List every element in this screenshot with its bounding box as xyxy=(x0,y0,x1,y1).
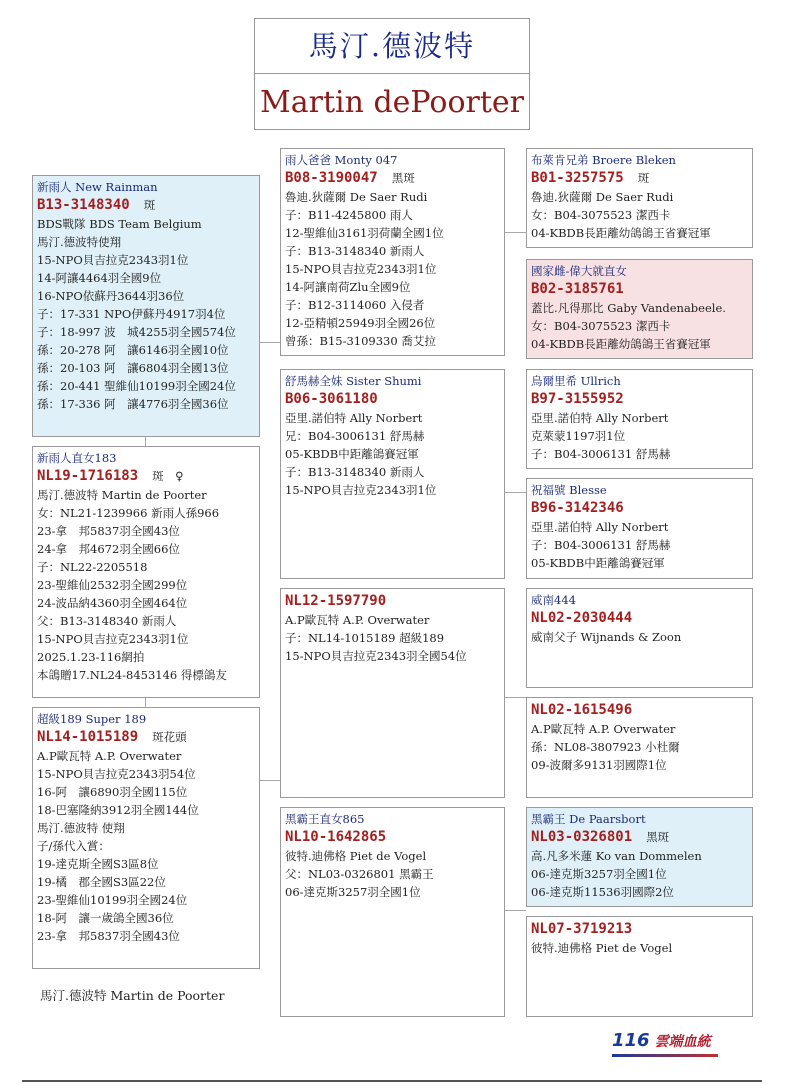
bird-color: 黑斑 xyxy=(646,830,670,844)
bird-ring: NL14-1015189 斑花頭 xyxy=(37,729,187,745)
bird-name: 舒馬赫全妹 Sister Shumi xyxy=(285,374,422,388)
connector-line xyxy=(504,697,526,698)
bird-record-line: 12-聖維仙3161羽荷蘭全國1位 xyxy=(285,226,444,240)
bird-name: 布萊肯兄弟 Broere Bleken xyxy=(531,153,676,167)
bird-ring: B01-3257575 斑 xyxy=(531,170,650,186)
bird-record-line: 本鴿贈17.NL24-8453146 得標鴿友 xyxy=(37,668,227,682)
connector-line xyxy=(145,436,146,446)
title-chinese: 馬汀.德波特 xyxy=(255,19,529,74)
bird-record-line: 魯迪.狄薩爾 De Saer Rudi xyxy=(285,190,428,204)
bird-record-line: 06-達克斯11536羽國際2位 xyxy=(531,885,674,899)
bird-record-line: 15-NPO貝吉拉克2343羽1位 xyxy=(285,483,437,497)
logo-text: 雲端血統 xyxy=(654,1034,711,1050)
bird-record-line: 15-NPO貝吉拉克2343羽1位 xyxy=(37,632,189,646)
bird-record-line: 女：B04-3075523 潔西卡 xyxy=(531,208,671,222)
bird-record-line: 24-波品納4360羽全國464位 xyxy=(37,596,188,610)
bird-record-line: 子：B04-3006131 舒馬赫 xyxy=(531,538,671,552)
bird-ring: NL07-3719213 xyxy=(531,921,633,937)
bird-ring: NL10-1642865 xyxy=(285,829,387,845)
bird-record-line: 05-KBDB中距離鴿賽冠軍 xyxy=(531,556,665,570)
bird-record-line: 亞里.諾伯特 Ally Norbert xyxy=(531,520,669,534)
bird-record-line: 馬汀.德波特 使翔 xyxy=(37,821,125,835)
bird-record-line: 子：NL22-2205518 xyxy=(37,560,148,574)
bird-name: 祝福號 Blesse xyxy=(531,483,607,497)
bird-record-line: 父：NL03-0326801 黑霸王 xyxy=(285,867,434,881)
bird-name: 雨人爸爸 Monty 047 xyxy=(285,153,398,167)
bird-ring: NL02-2030444 xyxy=(531,610,633,626)
logo-underline xyxy=(612,1054,718,1057)
bird-name: 威南444 xyxy=(531,593,576,607)
bird-name: 國家雌-偉大就直女 xyxy=(531,264,627,278)
site-logo[interactable] xyxy=(612,1030,711,1051)
bird-color: 斑 xyxy=(143,198,156,212)
bird-lines xyxy=(531,628,748,646)
bird-record-line: A.P歐瓦特 A.P. Overwater xyxy=(285,613,430,627)
bird-name: 新雨人直女183 xyxy=(37,451,117,465)
bird-color: 斑 ♀ xyxy=(152,469,184,483)
logo-number: 116 xyxy=(612,1030,650,1051)
bird-lines xyxy=(531,299,748,353)
bird-record-line: 18-阿 讓一歲鴿全國36位 xyxy=(37,911,174,925)
bird-lines xyxy=(285,188,500,350)
bird-record-line: BDS戰隊 BDS Team Belgium xyxy=(37,217,202,231)
bird-record-line: 孫：20-441 聖維仙10199羽全國24位 xyxy=(37,379,236,393)
bird-record-line: 15-NPO貝吉拉克2343羽全國54位 xyxy=(285,649,467,663)
bird-record-line: 威南父子 Wijnands & Zoon xyxy=(531,630,682,644)
bird-name: 烏爾里希 Ullrich xyxy=(531,374,621,388)
bird-record-line: 06-達克斯3257羽全國1位 xyxy=(285,885,421,899)
bird-record-line: 子：B12-3114060 入侵者 xyxy=(285,298,425,312)
bird-ring: NL19-1716183 斑 ♀ xyxy=(37,468,184,484)
bird-record-line: 12-亞精頓25949羽全國26位 xyxy=(285,316,436,330)
bird-record-line: 24-拿 邦4672羽全國66位 xyxy=(37,542,180,556)
bird-lines xyxy=(285,611,500,665)
bird-ring: NL03-0326801 黑斑 xyxy=(531,829,670,845)
connector-line xyxy=(259,780,280,781)
bird-record-line: 子：B04-3006131 舒馬赫 xyxy=(531,447,671,461)
bird-record-line: 馬汀.德波特使翔 xyxy=(37,235,122,249)
bird-lines xyxy=(37,486,255,684)
bird-ring: NL12-1597790 xyxy=(285,593,387,609)
connector-line xyxy=(145,697,146,707)
bird-record-line: 子：NL14-1015189 超級189 xyxy=(285,631,445,645)
bird-ring: B13-3148340 斑 xyxy=(37,197,156,213)
bird-color: 斑花頭 xyxy=(152,730,187,744)
bird-dss xyxy=(526,588,753,688)
bird-record-line: 父：B13-3148340 新雨人 xyxy=(37,614,177,628)
bird-name: 新雨人 New Rainman xyxy=(37,180,158,194)
bird-lines xyxy=(285,847,500,901)
connector-line xyxy=(504,492,526,493)
bird-sds xyxy=(526,369,753,469)
bird-ring: B96-3142346 xyxy=(531,500,624,516)
bird-name: 黑霸王直女865 xyxy=(285,812,365,826)
bird-ring: B02-3185761 xyxy=(531,281,624,297)
bird-dam-sire xyxy=(280,588,505,798)
bird-record-line: 彼特.迪佛格 Piet de Vogel xyxy=(531,941,673,955)
bird-record-line: 兄：B04-3006131 舒馬赫 xyxy=(285,429,425,443)
connector-line xyxy=(504,232,526,233)
bird-record-line: 23-拿 邦5837羽全國43位 xyxy=(37,929,180,943)
bird-record-line: 女：NL21-1239966 新雨人孫966 xyxy=(37,506,220,520)
bird-record-line: 女：B04-3075523 潔西卡 xyxy=(531,319,671,333)
bird-record-line: 孫：17-336 阿 讓4776羽全國36位 xyxy=(37,397,229,411)
bird-record-line: 15-NPO貝吉拉克2343羽1位 xyxy=(285,262,437,276)
bird-record-line: 蓋比.凡得那比 Gaby Vandenabeele. xyxy=(531,301,726,315)
bird-record-line: 子/孫代入賞： xyxy=(37,839,110,853)
bird-ddd xyxy=(526,916,753,1017)
connector-line xyxy=(504,910,526,911)
bird-record-line: 04-KBDB長距離幼鴿鴿王省賽冠軍 xyxy=(531,337,711,351)
bird-record-line: 孫：20-278 阿 讓6146羽全國10位 xyxy=(37,343,229,357)
bird-record-line: A.P歐瓦特 A.P. Overwater xyxy=(531,722,676,736)
bird-record-line: 2025.1.23-116網拍 xyxy=(37,650,145,664)
bird-color: 黑斑 xyxy=(391,171,415,185)
bird-dds xyxy=(526,807,753,907)
bird-dam xyxy=(32,446,260,698)
bird-name: 黑霸王 De Paarsbort xyxy=(531,812,646,826)
bird-record-line: 14-阿讓南荷Zlu全國9位 xyxy=(285,280,411,294)
bird-record-line: 23-聖維仙2532羽全國299位 xyxy=(37,578,188,592)
bird-record-line: 14-阿讓4464羽全國9位 xyxy=(37,271,162,285)
bottom-rule xyxy=(22,1080,762,1082)
bird-lines xyxy=(531,409,748,463)
bird-sire-dam xyxy=(280,369,505,579)
bird-dsd xyxy=(526,697,753,798)
bird-record-line: 曾孫：B15-3109330 喬艾拉 xyxy=(285,334,436,348)
bird-record-line: 子：B11-4245800 雨人 xyxy=(285,208,413,222)
bird-name: 超級189 Super 189 xyxy=(37,712,147,726)
bird-record-line: 04-KBDB長距離幼鴿鴿王省賽冠軍 xyxy=(531,226,711,240)
bird-record-line: 彼特.迪佛格 Piet de Vogel xyxy=(285,849,427,863)
bird-ring: NL02-1615496 xyxy=(531,702,633,718)
bird-dam-dam xyxy=(280,807,505,1017)
bird-ring: B97-3155952 xyxy=(531,391,624,407)
bird-record-line: 16-阿 讓6890羽全國115位 xyxy=(37,785,188,799)
bird-record-line: 馬汀.德波特 Martin de Poorter xyxy=(37,488,207,502)
bird-lines xyxy=(531,847,748,901)
bird-record-line: 子：B13-3148340 新雨人 xyxy=(285,465,425,479)
title-box xyxy=(254,18,530,130)
bird-record-line: A.P歐瓦特 A.P. Overwater xyxy=(37,749,182,763)
bird-record-line: 23-聖維仙10199羽全國24位 xyxy=(37,893,188,907)
connector-line xyxy=(259,342,280,343)
bird-lines xyxy=(531,720,748,774)
bird-record-line: 19-達克斯全國S3區8位 xyxy=(37,857,159,871)
bird-ring: B06-3061180 xyxy=(285,391,378,407)
bird-record-line: 子：17-331 NPO伊蘇丹4917羽4位 xyxy=(37,307,226,321)
bird-record-line: 15-NPO貝吉拉克2343羽54位 xyxy=(37,767,196,781)
bird-record-line: 15-NPO貝吉拉克2343羽1位 xyxy=(37,253,189,267)
bird-record-line: 09-波爾多9131羽國際1位 xyxy=(531,758,667,772)
bird-color: 斑 xyxy=(637,171,650,185)
bird-record-line: 16-NPO依蘇丹3644羽36位 xyxy=(37,289,185,303)
bird-record-line: 亞里.諾伯特 Ally Norbert xyxy=(531,411,669,425)
bird-sdd xyxy=(526,478,753,579)
bird-record-line: 亞里.諾伯特 Ally Norbert xyxy=(285,411,423,425)
bird-record-line: 23-拿 邦5837羽全國43位 xyxy=(37,524,180,538)
bird-record-line: 克萊蒙1197羽1位 xyxy=(531,429,626,443)
bird-record-line: 子：18-997 波 城4255羽全國574位 xyxy=(37,325,236,339)
bird-record-line: 孫：NL08-3807923 小杜爾 xyxy=(531,740,680,754)
bird-record-line: 19-橘 郡全國S3區22位 xyxy=(37,875,166,889)
title-english: Martin dePoorter xyxy=(260,85,524,120)
bird-subject xyxy=(32,175,260,437)
bird-record-line: 子：B13-3148340 新雨人 xyxy=(285,244,425,258)
bird-ssd xyxy=(526,259,753,359)
bird-record-line: 孫：20-103 阿 讓6804羽全國13位 xyxy=(37,361,229,375)
bird-record-line: 18-巴塞隆納3912羽全國144位 xyxy=(37,803,199,817)
bird-lines xyxy=(37,747,255,945)
bird-record-line: 05-KBDB中距離鴿賽冠軍 xyxy=(285,447,419,461)
bird-lines xyxy=(531,188,748,242)
bird-lines xyxy=(531,939,748,957)
bird-lines xyxy=(37,215,255,413)
owner-footer: 馬汀.德波特 Martin de Poorter xyxy=(40,988,225,1003)
bird-damsire xyxy=(32,707,260,969)
bird-lines xyxy=(285,409,500,499)
bird-record-line: 06-達克斯3257羽全國1位 xyxy=(531,867,667,881)
bird-record-line: 高.凡多米蓮 Ko van Dommelen xyxy=(531,849,702,863)
bird-record-line: 魯迪.狄薩爾 De Saer Rudi xyxy=(531,190,674,204)
bird-sire-sire xyxy=(280,148,505,356)
bird-ring: B08-3190047 黑斑 xyxy=(285,170,415,186)
bird-lines xyxy=(531,518,748,572)
bird-sss xyxy=(526,148,753,248)
